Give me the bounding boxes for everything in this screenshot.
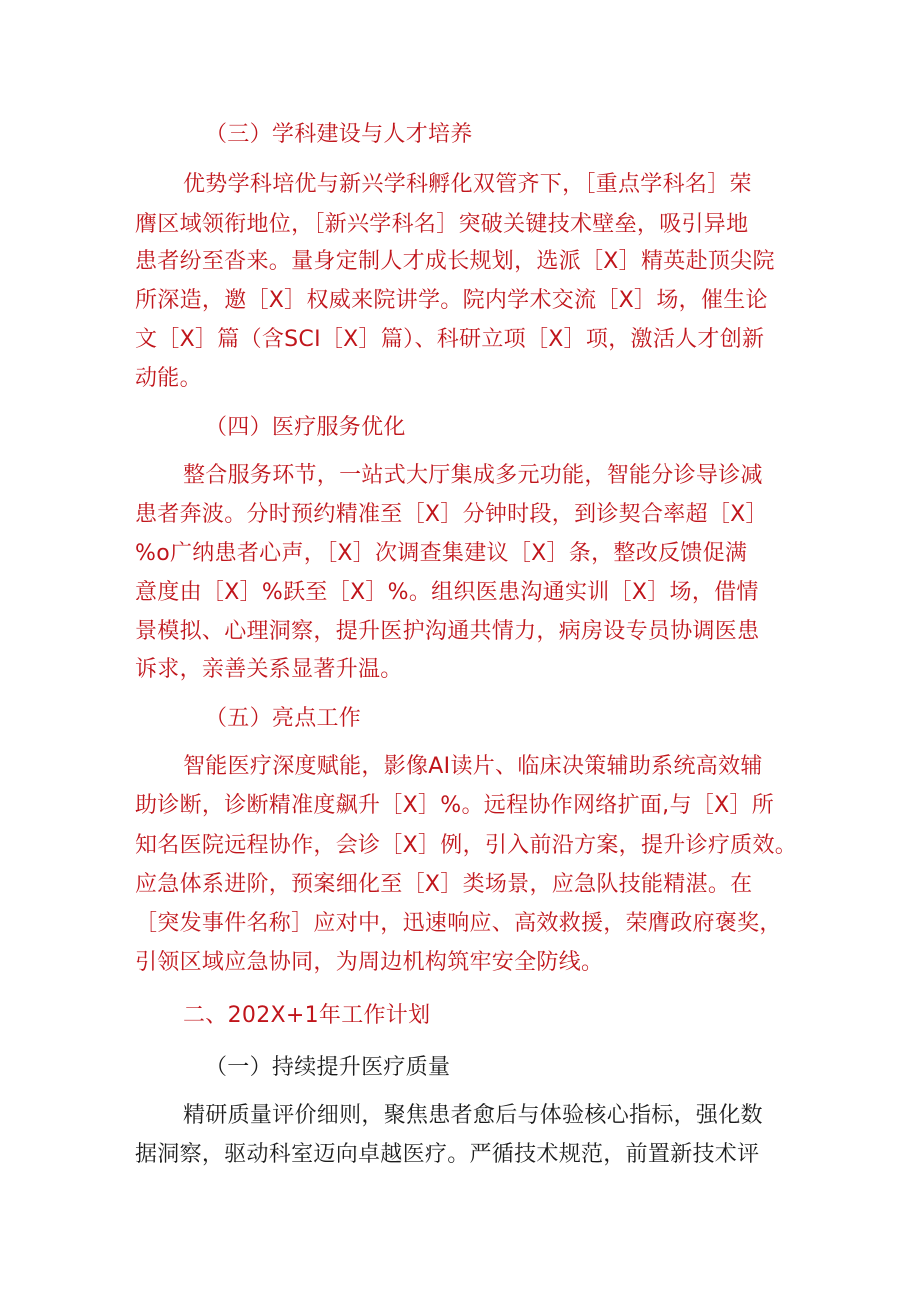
paragraph-line: 膺区域领衔地位，［新兴学科名］突破关键技术壁垒，吸引异地: [135, 212, 749, 237]
paragraph-line: ［突发事件名称］应对中，迅速响应、高效救援，荣膺政府褒奖，: [135, 911, 782, 936]
paragraph-line: 智能医疗深度赋能，影像AI读片、临床决策辅助系统高效辅: [183, 754, 763, 779]
paragraph-line: 景模拟、心理洞察，提升医护沟通共情力，病房设专员协调医患: [135, 619, 760, 644]
paragraph-line: 据洞察，驱动科室迈向卓越医疗。严循技术规范，前置新技术评: [135, 1142, 760, 1167]
section-heading-3: （三）学科建设与人才培养: [205, 122, 473, 147]
paragraph-line: 诉求，亲善关系显著升温。: [135, 657, 403, 682]
paragraph-line: %o广纳患者心声，［X］次调查集建议［X］条，整改反馈促满: [135, 541, 748, 566]
paragraph-line: 所深造，邀［X］权威来院讲学。院内学术交流［X］场，催生论: [135, 288, 768, 313]
paragraph-line: 应急体系进阶，预案细化至［X］类场景，应急队技能精湛。在: [135, 872, 753, 897]
paragraph-line: 知名医院远程协作，会诊［X］例，引入前沿方案，提升诊疗质效。: [135, 833, 798, 858]
section-heading-4: （四）医疗服务优化: [205, 415, 406, 440]
paragraph-line: 精研质量评价细则，聚焦患者愈后与体验核心指标，强化数: [183, 1103, 763, 1128]
section-heading-5: （五）亮点工作: [205, 706, 362, 731]
paragraph-line: 患者奔波。分时预约精准至［X］分钟时段，到诊契合率超［X］: [135, 502, 768, 527]
paragraph-line: 引领区域应急协同，为周边机构筑牢安全防线。: [135, 950, 604, 975]
paragraph-line: 优势学科培优与新兴学科孵化双管齐下，［重点学科名］荣: [183, 172, 752, 197]
paragraph-line: 动能。: [135, 366, 202, 391]
paragraph-line: 意度由［X］%跃至［X］%。组织医患沟通实训［X］场，借情: [135, 580, 759, 605]
paragraph-line: 整合服务环节，一站式大厅集成多元功能，智能分诊导诊减: [183, 463, 763, 488]
paragraph-line: 患者纷至沓来。量身定制人才成长规划，选派［X］精英赴顶尖院: [135, 249, 775, 274]
paragraph-line: 文［X］篇（含SCI［X］篇）、科研立项［X］项，激活人才创新: [135, 327, 765, 352]
sub-heading: （一）持续提升医疗质量: [205, 1055, 451, 1080]
chapter-title: 二、202X+1年工作计划: [183, 1003, 431, 1028]
paragraph-line: 助诊断，诊断精准度飙升［X］%。远程协作网络扩面,与［X］所: [135, 793, 775, 818]
